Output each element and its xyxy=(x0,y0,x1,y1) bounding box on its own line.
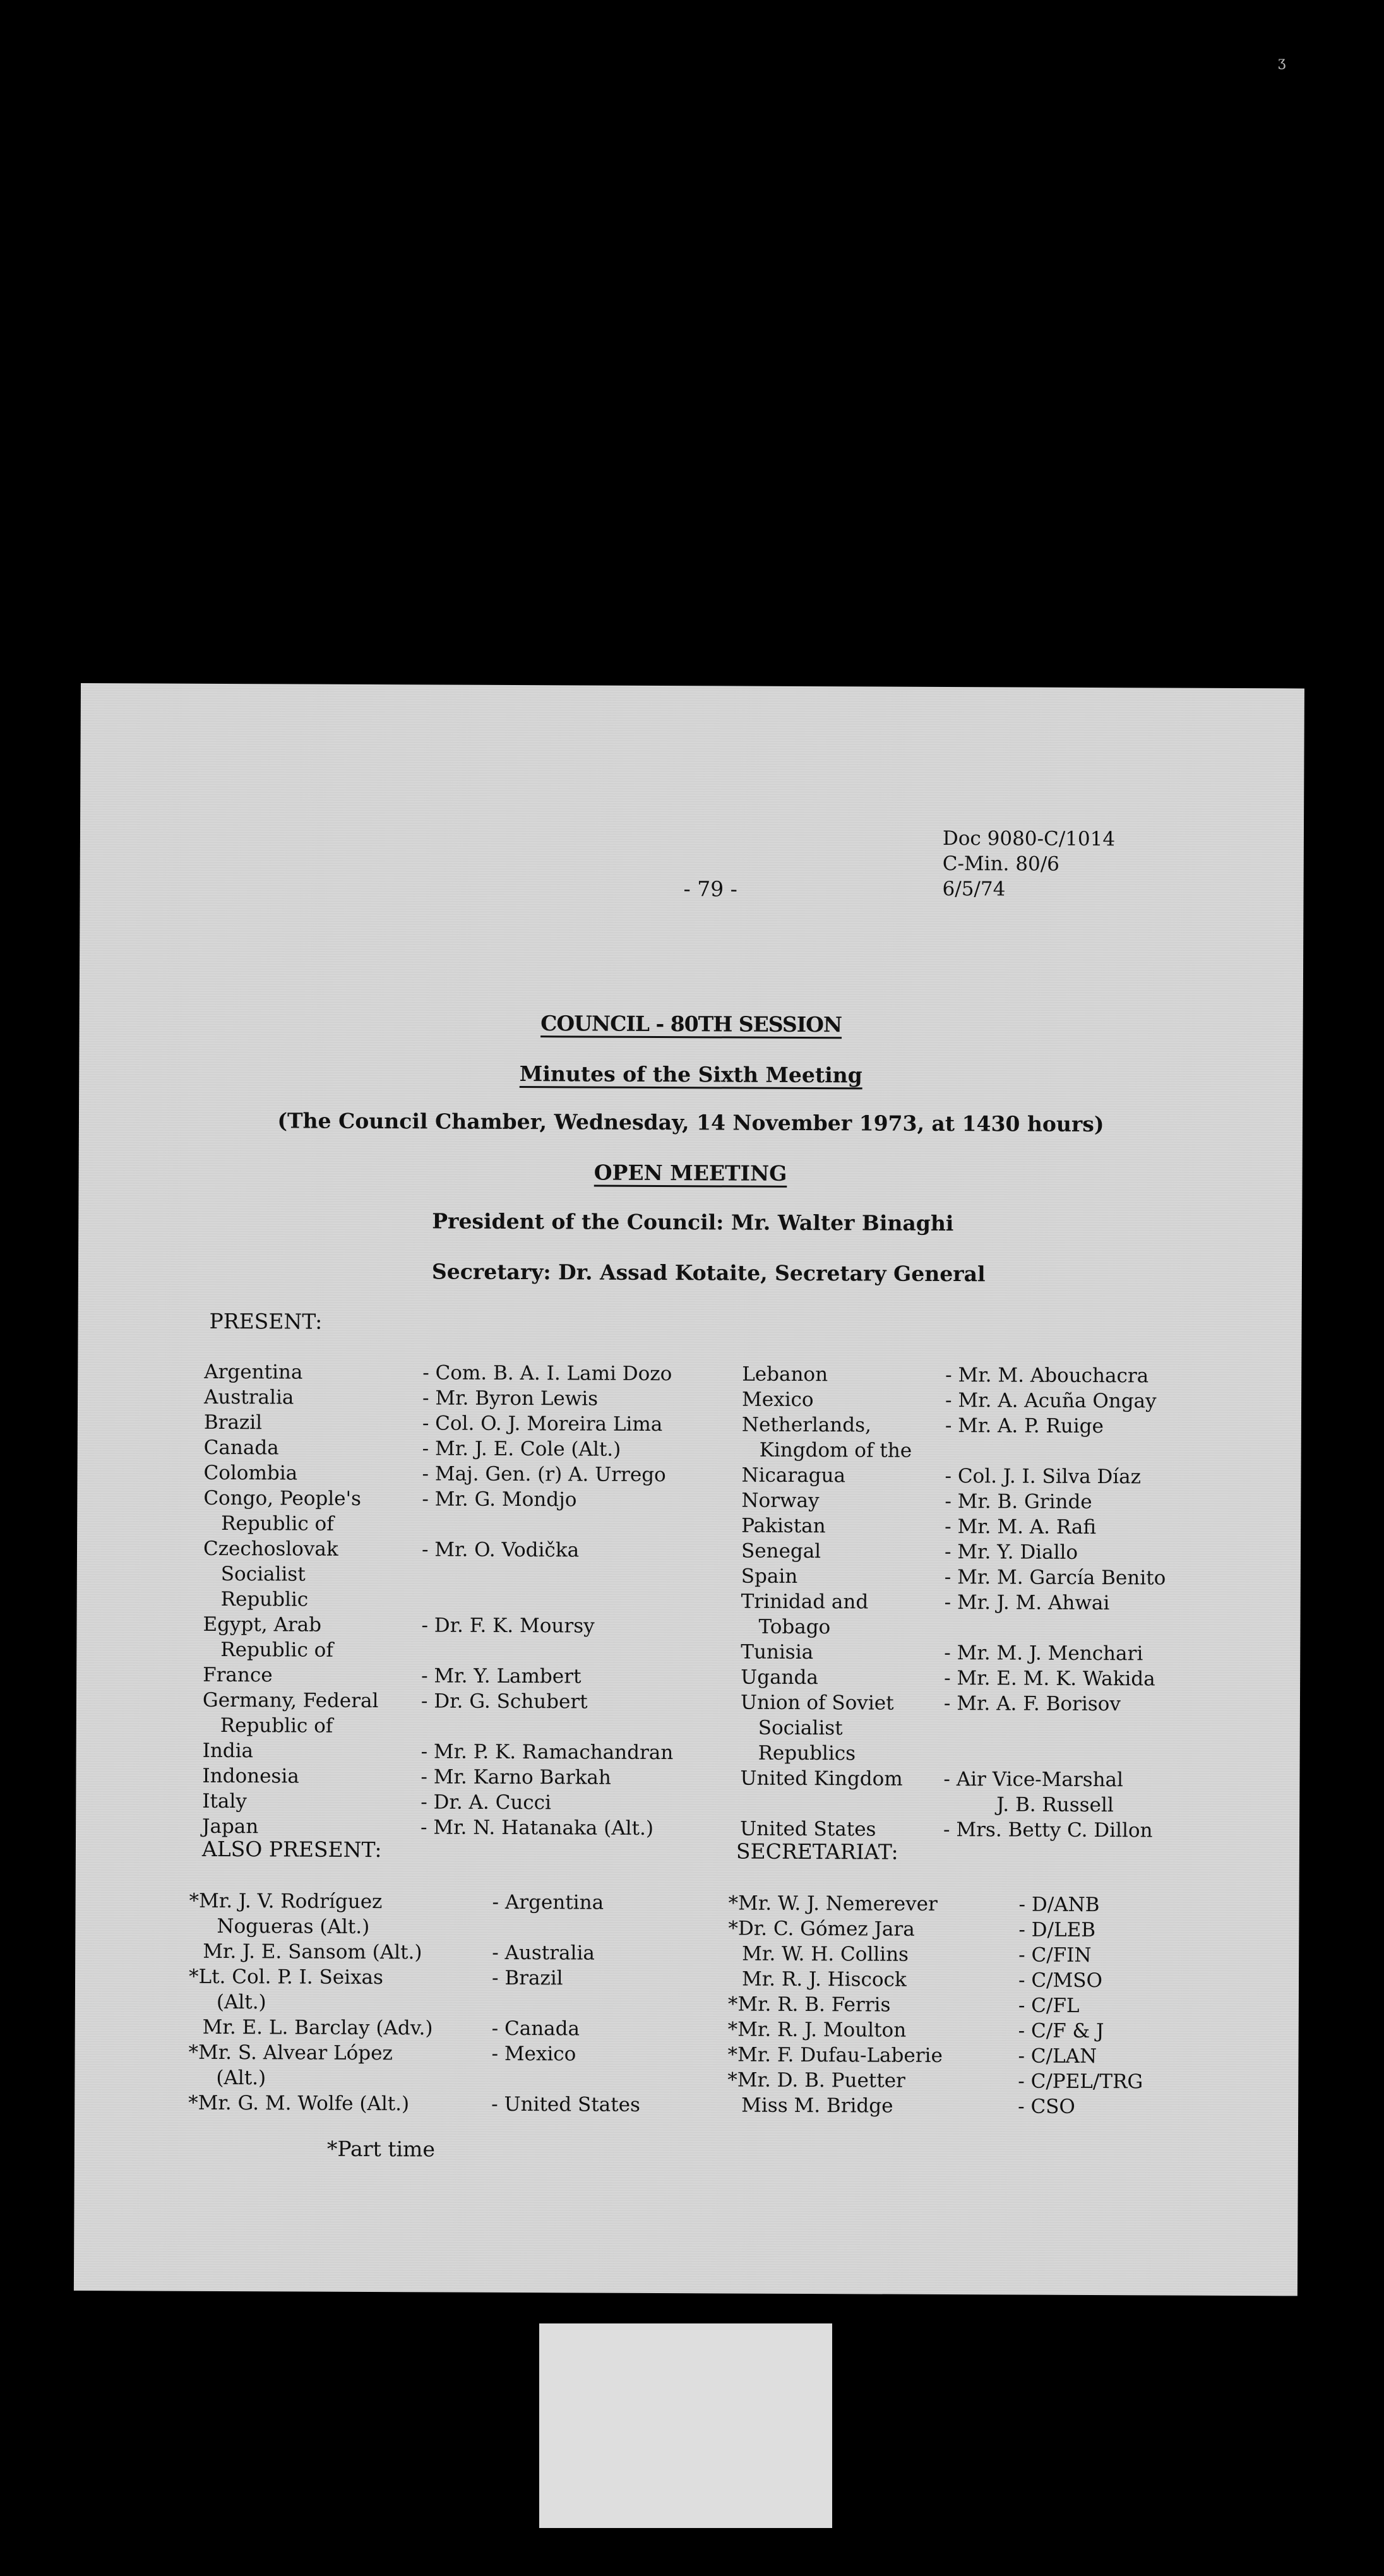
country-name: Japan xyxy=(202,1815,259,1839)
delegate-name: - Mr. M. Abouchacra xyxy=(945,1363,1149,1388)
attendee-name: (Alt.) xyxy=(216,2066,266,2090)
country-name: Norway xyxy=(741,1489,820,1513)
delegate-name: - Mr. M. J. Menchari xyxy=(944,1641,1143,1666)
present-list-left xyxy=(202,1359,741,1840)
country-name: Nicaragua xyxy=(741,1464,846,1488)
present-list-right xyxy=(740,1362,1279,1842)
delegate-name: J. B. Russell xyxy=(996,1793,1114,1817)
country-name: Republic of xyxy=(220,1638,333,1662)
also-present-heading: ALSO PRESENT: xyxy=(201,1836,382,1863)
attendee-country: - Canada xyxy=(491,2017,580,2041)
attendee-country: - Argentina xyxy=(492,1890,604,1914)
attendee-name: *Lt. Col. P. I. Seixas xyxy=(188,1965,384,1989)
staff-name: *Dr. C. Gómez Jara xyxy=(728,1917,915,1941)
part-time-footnote: *Part time xyxy=(326,2136,436,2162)
attendee-country: - United States xyxy=(491,2092,640,2116)
blank-slip xyxy=(539,2323,832,2528)
present-heading: PRESENT: xyxy=(209,1308,323,1334)
country-name: United States xyxy=(740,1817,876,1841)
attendee-country: - Mexico xyxy=(491,2042,576,2066)
country-name: Spain xyxy=(741,1565,798,1588)
staff-name: *Mr. D. B. Puetter xyxy=(727,2068,905,2092)
delegate-name: - Mr. J. M. Ahwai xyxy=(944,1590,1110,1615)
delegate-name: - Dr. A. Cucci xyxy=(421,1791,552,1815)
country-name: Congo, People's xyxy=(203,1486,362,1510)
staff-office: - D/LEB xyxy=(1018,1918,1096,1942)
delegate-name: - Col. O. J. Moreira Lima xyxy=(422,1412,663,1436)
president-line: President of the Council: Mr. Walter Binaghi xyxy=(432,1208,954,1236)
country-name: Mexico xyxy=(741,1388,814,1412)
also-present-list xyxy=(188,1888,732,2116)
country-name: Socialist xyxy=(758,1716,843,1740)
country-name: Netherlands, xyxy=(741,1413,871,1437)
delegate-name: - Mr. A. P. Ruige xyxy=(945,1414,1104,1438)
delegate-name: - Mr. Y. Lambert xyxy=(421,1664,582,1688)
country-name: Argentina xyxy=(204,1360,303,1384)
country-name: Republics xyxy=(758,1741,856,1765)
country-name: Egypt, Arab xyxy=(203,1613,322,1637)
minutes-reference: C-Min. 80/6 xyxy=(942,852,1059,876)
attendee-name: Nogueras (Alt.) xyxy=(217,1914,370,1939)
attendee-name: *Mr. J. V. Rodríguez xyxy=(189,1889,383,1914)
country-name: Socialist xyxy=(220,1562,306,1586)
country-name: Brazil xyxy=(203,1410,263,1434)
staff-name: *Mr. W. J. Nemerever xyxy=(728,1892,938,1916)
delegate-name: - Maj. Gen. (r) A. Urrego xyxy=(422,1462,666,1487)
delegate-name: - Mr. B. Grinde xyxy=(945,1489,1092,1514)
doc-number: Doc 9080-C/1014 xyxy=(942,826,1116,851)
minutes-title: Minutes of the Sixth Meeting xyxy=(519,1061,862,1088)
delegate-name: - Col. J. I. Silva Díaz xyxy=(945,1464,1142,1489)
delegate-name: - Mr. G. Mondjo xyxy=(422,1488,577,1512)
staff-office: - C/F & J xyxy=(1018,2019,1104,2043)
delegate-name: - Mr. N. Hatanaka (Alt.) xyxy=(421,1816,654,1840)
staff-name: *Mr. R. B. Ferris xyxy=(727,1993,891,2017)
country-name: Republic xyxy=(220,1587,309,1611)
attendee-name: *Mr. S. Alvear López xyxy=(188,2041,393,2065)
country-name: India xyxy=(202,1739,254,1763)
country-name: Republic of xyxy=(221,1512,334,1535)
attendee-country: - Brazil xyxy=(491,1966,563,1990)
delegate-name: - Mr. Y. Diallo xyxy=(944,1540,1078,1564)
delegate-name: - Air Vice-Marshal xyxy=(943,1767,1124,1792)
attendee-name: Mr. J. E. Sansom (Alt.) xyxy=(203,1940,422,1964)
staff-office: - CSO xyxy=(1018,2095,1075,2118)
delegate-name: - Dr. G. Schubert xyxy=(421,1690,588,1714)
secretary-line: Secretary: Dr. Assad Kotaite, Secretary General xyxy=(431,1259,986,1287)
staff-name: Mr. R. J. Hiscock xyxy=(741,1967,907,1991)
attendee-country: - Australia xyxy=(492,1941,595,1965)
delegate-name: - Com. B. A. I. Lami Dozo xyxy=(422,1361,672,1386)
country-name: Lebanon xyxy=(742,1363,828,1386)
delegate-name: - Mr. M. A. Rafi xyxy=(945,1515,1097,1539)
staff-name: Miss M. Bridge xyxy=(741,2094,893,2118)
delegate-name: - Mr. J. E. Cole (Alt.) xyxy=(422,1437,621,1461)
staff-office: - C/PEL/TRG xyxy=(1018,2070,1143,2094)
delegate-name: - Mr. M. García Benito xyxy=(944,1565,1166,1590)
delegate-name: - Mr. Byron Lewis xyxy=(422,1386,599,1410)
country-name: Senegal xyxy=(741,1539,821,1563)
country-name: Pakistan xyxy=(741,1514,826,1538)
delegate-name: - Mr. P. K. Ramachandran xyxy=(421,1740,674,1765)
country-name: Czechoslovak xyxy=(203,1537,338,1561)
delegate-name: - Mrs. Betty C. Dillon xyxy=(943,1818,1153,1842)
delegate-name: - Mr. A. F. Borisov xyxy=(943,1691,1121,1716)
country-name: Italy xyxy=(202,1789,247,1813)
staff-name: *Mr. R. J. Moulton xyxy=(727,2018,907,2042)
staff-name: *Mr. F. Dufau-Laberie xyxy=(727,2043,943,2067)
session-title: COUNCIL - 80TH SESSION xyxy=(540,1011,842,1037)
delegate-name: - Mr. O. Vodička xyxy=(421,1538,580,1562)
page-number: - 79 - xyxy=(683,876,737,902)
secretariat-list xyxy=(727,1890,1284,2118)
staff-name: Mr. W. H. Collins xyxy=(742,1942,909,1966)
country-name: Tunisia xyxy=(741,1640,814,1664)
scan-speck: ʒ xyxy=(1278,54,1286,70)
staff-office: - C/FIN xyxy=(1018,1943,1092,1967)
delegate-name: - Dr. F. K. Moursy xyxy=(421,1614,595,1638)
attendee-name: (Alt.) xyxy=(216,1990,266,2014)
meeting-type: OPEN MEETING xyxy=(594,1160,787,1186)
staff-office: - C/MSO xyxy=(1018,1969,1103,1993)
secretariat-heading: SECRETARIAT: xyxy=(736,1839,898,1864)
country-name: France xyxy=(203,1663,273,1687)
meeting-location: (The Council Chamber, Wednesday, 14 November 1973, at 1430 hours) xyxy=(277,1108,1104,1137)
attendee-name: Mr. E. L. Barclay (Adv.) xyxy=(202,2015,433,2040)
country-name: Indonesia xyxy=(202,1764,299,1788)
country-name: Trinidad and xyxy=(741,1590,869,1614)
country-name: Canada xyxy=(203,1436,279,1460)
country-name: Australia xyxy=(203,1385,294,1409)
country-name: Uganda xyxy=(741,1666,818,1690)
country-name: Colombia xyxy=(203,1461,298,1485)
document-page xyxy=(74,683,1304,2296)
doc-date: 6/5/74 xyxy=(942,877,1006,901)
country-name: Tobago xyxy=(758,1615,831,1639)
country-name: Republic of xyxy=(220,1714,333,1738)
country-name: United Kingdom xyxy=(740,1767,903,1791)
country-name: Germany, Federal xyxy=(202,1688,379,1713)
country-name: Union of Soviet xyxy=(740,1691,894,1715)
attendee-name: *Mr. G. M. Wolfe (Alt.) xyxy=(188,2091,410,2116)
country-name: Kingdom of the xyxy=(759,1438,912,1462)
delegate-name: - Mr. E. M. K. Wakida xyxy=(944,1666,1155,1691)
document-reference xyxy=(943,826,1116,902)
staff-office: - C/FL xyxy=(1018,1994,1080,2017)
delegate-name: - Mr. A. Acuña Ongay xyxy=(945,1388,1157,1413)
staff-office: - C/LAN xyxy=(1018,2044,1097,2068)
staff-office: - D/ANB xyxy=(1018,1893,1100,1917)
delegate-name: - Mr. Karno Barkah xyxy=(421,1765,611,1789)
